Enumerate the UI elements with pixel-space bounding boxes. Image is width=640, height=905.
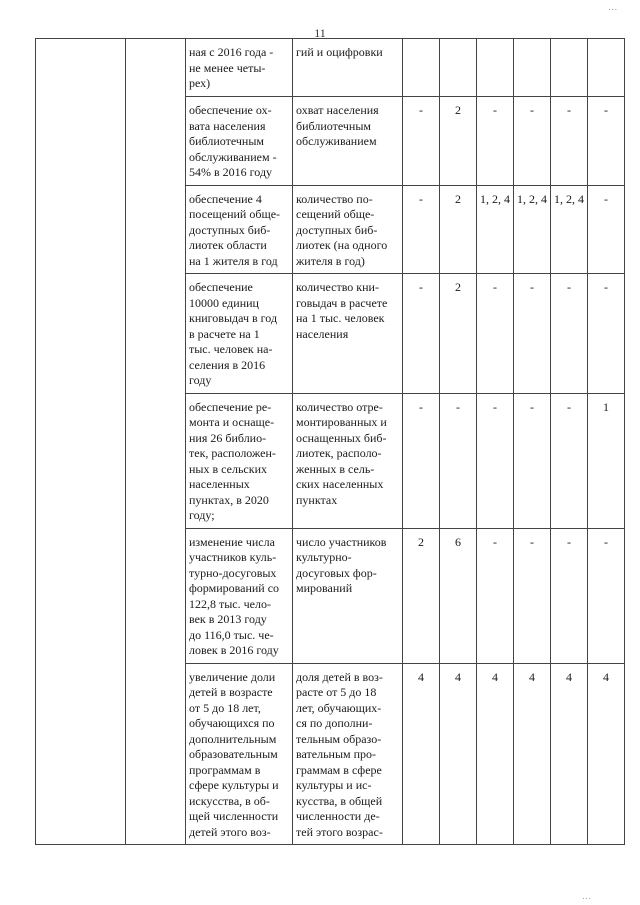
value-cell: 4: [588, 663, 625, 845]
indicators-table: [35, 38, 625, 845]
value-cell: [440, 39, 477, 97]
value-cell: -: [514, 97, 551, 186]
value-cell: [514, 39, 551, 97]
value-cell: -: [551, 97, 588, 186]
value-cell: 4: [403, 663, 440, 845]
page-number: 11: [314, 26, 326, 40]
value-cell: -: [440, 393, 477, 528]
value-cell: 4: [477, 663, 514, 845]
indicator-cell: ная с 2016 года - не менее четы- рех): [186, 39, 293, 97]
value-cell: -: [477, 97, 514, 186]
value-cell: 2: [440, 97, 477, 186]
measure-cell: охват населения библиотечным обслуживанием: [293, 97, 403, 186]
value-cell: -: [403, 97, 440, 186]
value-cell: -: [514, 528, 551, 663]
value-cell: 1, 2, 4: [477, 185, 514, 274]
indicator-cell: обеспечение 4 посещений обще- доступных биб- лиотек области на 1 жителя в год: [186, 185, 293, 274]
value-cell: -: [551, 393, 588, 528]
corner-mark-bottom: ...: [582, 891, 592, 901]
table-row: [36, 39, 625, 97]
indicator-cell: обеспечение ох- вата населения библиотечным обслуживанием - 54% в 2016 году: [186, 97, 293, 186]
value-cell: [551, 39, 588, 97]
value-cell: 4: [514, 663, 551, 845]
value-cell: -: [551, 528, 588, 663]
empty-column-cell: [36, 39, 126, 845]
measure-cell: гий и оцифровки: [293, 39, 403, 97]
value-cell: -: [588, 274, 625, 394]
measure-cell: доля детей в воз- расте от 5 до 18 лет, обучающих- ся по дополни- тельным образо- вательным про- граммам в сфере культуры и ис- кусства, в общей численности де- тей этого возрас-: [293, 663, 403, 845]
value-cell: -: [551, 274, 588, 394]
indicator-cell: изменение числа участников куль- турно-досуговых формирований со 122,8 тыс. чело- век в 2013 году до 116,0 тыс. че- ловек в 2016 году: [186, 528, 293, 663]
value-cell: 1, 2, 4: [514, 185, 551, 274]
value-cell: -: [477, 274, 514, 394]
indicator-cell: обеспечение ре- монта и оснаще- ния 26 библио- тек, расположен- ных в сельских населенных пунктах, в 2020 году;: [186, 393, 293, 528]
value-cell: 2: [440, 185, 477, 274]
measure-cell: количество кни- говыдач в расчете на 1 тыс. человек населения: [293, 274, 403, 394]
table-body: [36, 39, 625, 845]
value-cell: 4: [440, 663, 477, 845]
value-cell: -: [403, 393, 440, 528]
value-cell: -: [588, 528, 625, 663]
value-cell: -: [477, 393, 514, 528]
value-cell: 2: [403, 528, 440, 663]
value-cell: [477, 39, 514, 97]
value-cell: -: [477, 528, 514, 663]
value-cell: [588, 39, 625, 97]
value-cell: -: [403, 185, 440, 274]
indicator-cell: обеспечение 10000 единиц книговыдач в год в расчете на 1 тыс. человек на- селения в 2016 году: [186, 274, 293, 394]
value-cell: 1, 2, 4: [551, 185, 588, 274]
measure-cell: количество отре- монтированных и оснащенных биб- лиотек, располо- женных в сель- ских населенных пунктах: [293, 393, 403, 528]
value-cell: 1: [588, 393, 625, 528]
value-cell: [403, 39, 440, 97]
value-cell: -: [588, 185, 625, 274]
value-cell: -: [514, 274, 551, 394]
value-cell: 2: [440, 274, 477, 394]
measure-cell: количество по- сещений обще- доступных биб- лиотек (на одного жителя в год): [293, 185, 403, 274]
empty-column-cell: [126, 39, 186, 845]
value-cell: 6: [440, 528, 477, 663]
measure-cell: число участников культурно- досуговых фор- мирований: [293, 528, 403, 663]
value-cell: -: [403, 274, 440, 394]
value-cell: -: [588, 97, 625, 186]
corner-mark-top: ...: [608, 2, 618, 12]
value-cell: -: [514, 393, 551, 528]
indicator-cell: увеличение доли детей в возрасте от 5 до 18 лет, обучающихся по дополнительным образовательным программам в сфере культуры и искусства, в об- щей численности детей этого воз-: [186, 663, 293, 845]
value-cell: 4: [551, 663, 588, 845]
